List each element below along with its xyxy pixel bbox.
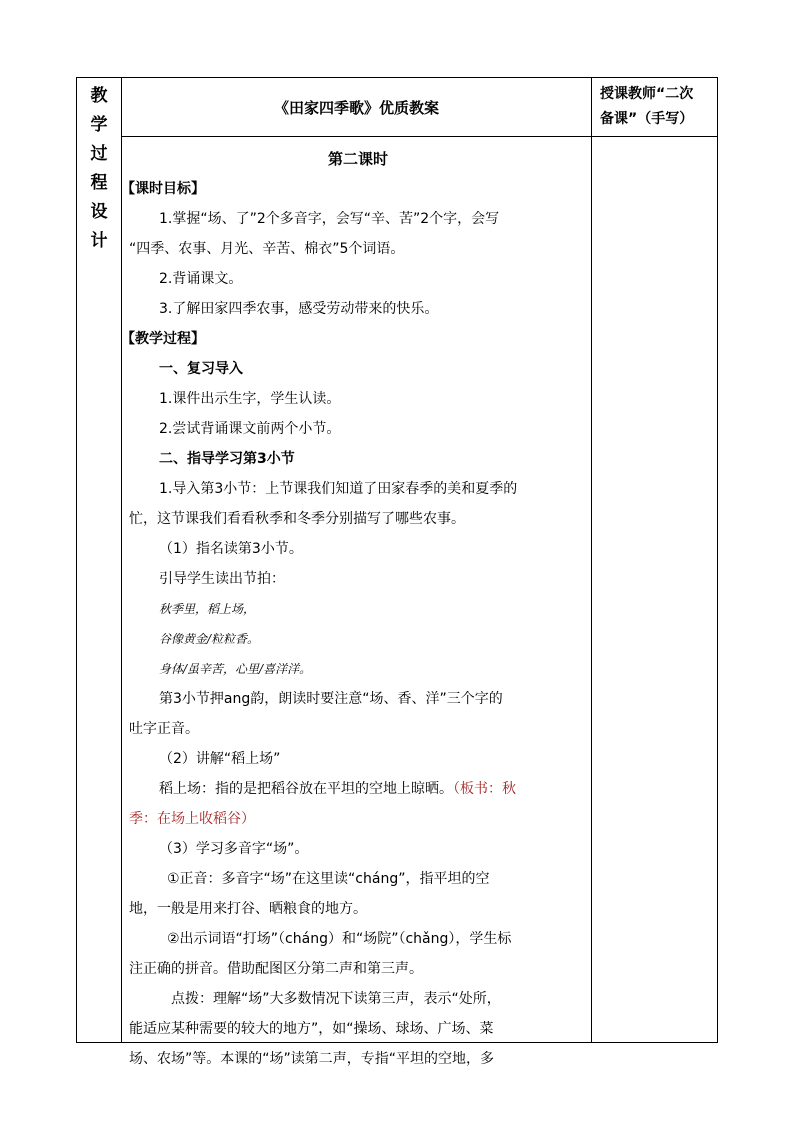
paragraph-line: （1）指名读第3小节。 [159,541,303,557]
document-title: 《田家四季歌》优质教案 [273,98,439,117]
lesson-plan-table [76,77,718,1067]
side-label-column [77,78,121,256]
paragraph-line: 点拨：理解“场”大多数情况下读第三声，表示“处所， [171,991,501,1007]
paragraph-line: 3.了解田家四季农事，感受劳动带来的快乐。 [159,301,439,317]
paragraph-line: 2.背诵课文。 [159,271,243,287]
paragraph-line: 场、农场”等。本课的“场”读第二声，专指“平坦的空地，多 [129,1051,495,1067]
side-char: 教 [90,86,108,106]
column-divider-left [121,78,122,1042]
teacher-notes-header-line: 授课教师“二次 [600,86,694,102]
section-heading: 二、指导学习第3小节 [159,451,295,467]
paragraph-line: 1.导入第3小节：上节课我们知道了田家春季的美和夏季的 [159,481,518,497]
paragraph-line: ②出示词语“打场”（cháng）和“场院”（chǎng），学生标 [167,931,512,947]
goals-heading: 【课时目标】 [121,181,205,197]
lesson-title: 第二课时 [327,150,388,168]
side-char: 学 [90,115,108,135]
blackboard-note: 季：在场上收稻谷） [129,811,255,827]
teacher-notes-header [592,82,718,132]
paragraph-line: （3）学习多音字“场”。 [159,841,309,857]
side-char: 设 [90,202,108,222]
poem-line: 谷像黄金/粒粒香。 [159,632,260,646]
lesson-content [121,144,587,1074]
poem-line: 身体/虽辛苦，心里/喜洋洋。 [159,662,312,676]
blackboard-note: （板书：秋 [453,781,516,797]
section-heading: 一、复习导入 [159,361,243,377]
paragraph-line: 地，一般是用来打谷、晒粮食的地方。 [129,901,367,917]
paragraph-line: “四季、农事、月光、辛苦、棉衣”5个词语。 [129,241,405,257]
paragraph-line: 注正确的拼音。借助配图区分第二声和第三声。 [129,961,423,977]
paragraph-line: ①正音：多音字“场”在这里读“cháng”，指平坦的空 [167,871,490,887]
teacher-notes-header-line: 备课”（手写） [600,111,694,127]
header-divider [121,136,717,137]
definition-text: 稻上场：指的是把稻谷放在平坦的空地上晾晒。 [159,781,453,797]
side-char: 过 [90,144,108,164]
paragraph-line: 2.尝试背诵课文前两个小节。 [159,421,341,437]
paragraph-line: 第3小节押ang韵，朗读时要注意“场、香、洋”三个字的 [159,691,503,707]
paragraph-line: 引导学生读出节拍： [159,571,285,587]
paragraph-line: 1.课件出示生字，学生认读。 [159,391,341,407]
paragraph-line: 吐字正音。 [129,721,199,737]
paragraph-line: 1.掌握“场、了”2个多音字，会写“辛、苦”2个字，会写 [159,211,500,227]
paragraph-line: 能适应某种需要的较大的地方”，如“操场、球场、广场、菜 [129,1021,494,1037]
side-char: 计 [90,231,108,251]
paragraph-line: 忙，这节课我们看看秋季和冬季分别描写了哪些农事。 [129,511,465,527]
column-divider-right [591,78,592,1042]
paragraph-line: （2）讲解“稻上场” [159,751,281,767]
process-heading: 【教学过程】 [121,331,205,347]
side-char: 程 [90,173,108,193]
paragraph-line [129,774,587,804]
poem-line: 秋季里，稻上场， [159,602,256,616]
